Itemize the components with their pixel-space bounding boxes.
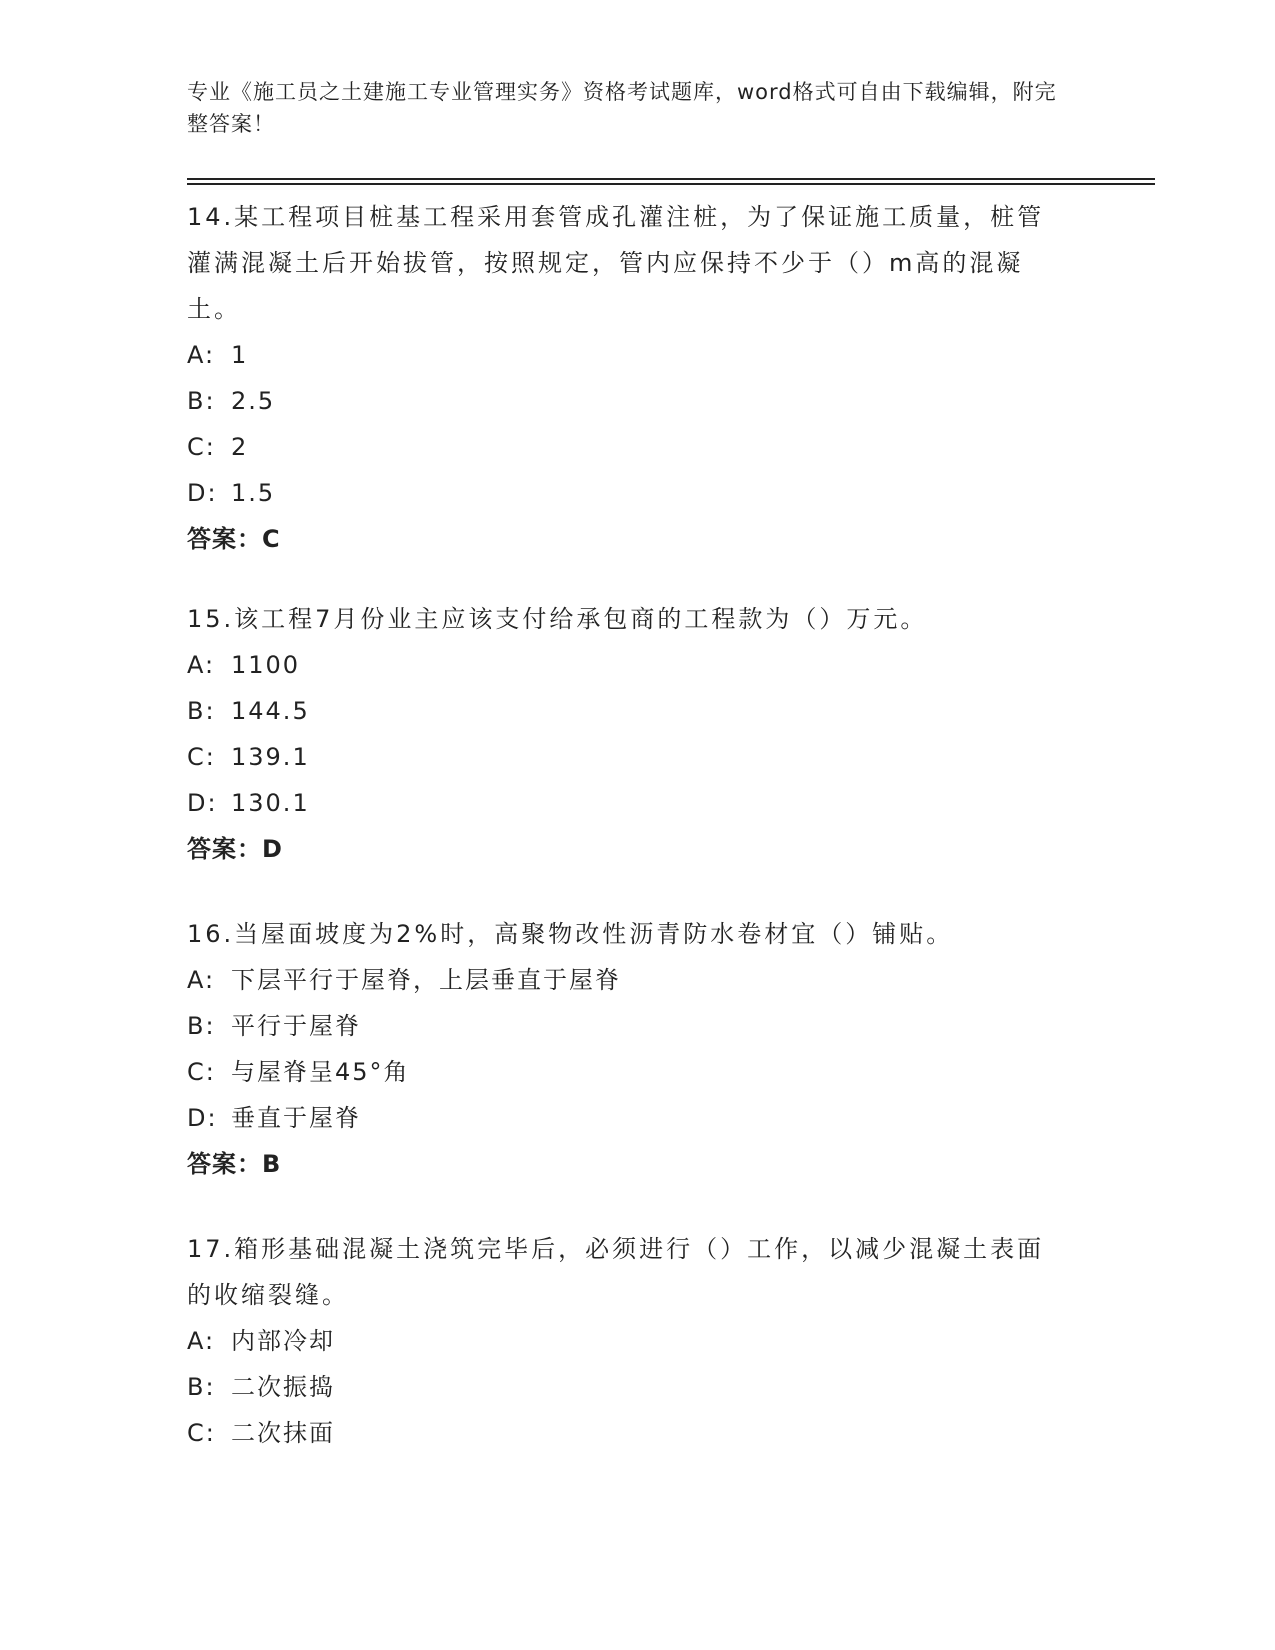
- option-text: 平行于屋脊: [231, 1012, 361, 1040]
- question-stem: 16.当屋面坡度为2%时，高聚物改性沥青防水卷材宜（）铺贴。: [187, 920, 954, 948]
- option-key: D:: [187, 479, 218, 507]
- option-text: 内部冷却: [231, 1327, 335, 1355]
- option-d: [187, 1095, 1087, 1141]
- answer: 答案：C: [187, 525, 281, 553]
- option-key: A:: [187, 966, 216, 994]
- option-key: C:: [187, 743, 216, 771]
- option-text: 1: [231, 341, 249, 369]
- option-b: [187, 688, 1087, 734]
- option-a: [187, 332, 1057, 378]
- option-key: D:: [187, 1104, 218, 1132]
- option-key: B:: [187, 1012, 216, 1040]
- question-14: [187, 194, 1057, 562]
- option-key: C:: [187, 1419, 216, 1447]
- option-key: C:: [187, 1058, 216, 1086]
- question-stem: 17.箱形基础混凝土浇筑完毕后，必须进行（）工作，以减少混凝土表面的收缩裂缝。: [187, 1235, 1045, 1309]
- option-b: [187, 378, 1057, 424]
- option-a: [187, 1318, 1057, 1364]
- option-b: [187, 1364, 1057, 1410]
- option-a: [187, 957, 1087, 1003]
- question-17: [187, 1226, 1057, 1456]
- option-text: 1100: [231, 651, 301, 679]
- option-key: B:: [187, 1373, 216, 1401]
- question-16: [187, 911, 1087, 1187]
- option-text: 144.5: [231, 697, 310, 725]
- option-a: [187, 642, 1087, 688]
- option-c: [187, 1049, 1087, 1095]
- option-d: [187, 470, 1057, 516]
- option-text: 139.1: [231, 743, 310, 771]
- option-text: 下层平行于屋脊，上层垂直于屋脊: [231, 966, 621, 994]
- option-text: 二次抹面: [231, 1419, 335, 1447]
- document-header: 专业《施工员之土建施工专业管理实务》资格考试题库，word格式可自由下载编辑，附完整答案！: [187, 80, 1057, 136]
- option-text: 130.1: [231, 789, 310, 817]
- option-c: [187, 1410, 1057, 1456]
- option-d: [187, 780, 1087, 826]
- option-key: B:: [187, 697, 216, 725]
- header-rule-top: [187, 178, 1155, 180]
- option-text: 垂直于屋脊: [231, 1104, 361, 1132]
- question-15: [187, 596, 1087, 872]
- answer: 答案：D: [187, 835, 283, 863]
- option-c: [187, 424, 1057, 470]
- option-c: [187, 734, 1087, 780]
- option-text: 与屋脊呈45°角: [231, 1058, 410, 1086]
- option-text: 2.5: [231, 387, 276, 415]
- option-key: C:: [187, 433, 216, 461]
- option-text: 2: [231, 433, 249, 461]
- option-text: 二次振捣: [231, 1373, 335, 1401]
- question-stem: 14.某工程项目桩基工程采用套管成孔灌注桩，为了保证施工质量，桩管灌满混凝土后开始拔管，按照规定，管内应保持不少于（）m高的混凝土。: [187, 203, 1045, 323]
- header-rule-bottom: [187, 183, 1155, 185]
- question-stem: 15.该工程7月份业主应该支付给承包商的工程款为（）万元。: [187, 605, 928, 633]
- answer: 答案：B: [187, 1150, 282, 1178]
- option-key: A:: [187, 651, 216, 679]
- option-key: A:: [187, 1327, 216, 1355]
- option-b: [187, 1003, 1087, 1049]
- option-key: A:: [187, 341, 216, 369]
- option-text: 1.5: [231, 479, 276, 507]
- option-key: B:: [187, 387, 216, 415]
- option-key: D:: [187, 789, 218, 817]
